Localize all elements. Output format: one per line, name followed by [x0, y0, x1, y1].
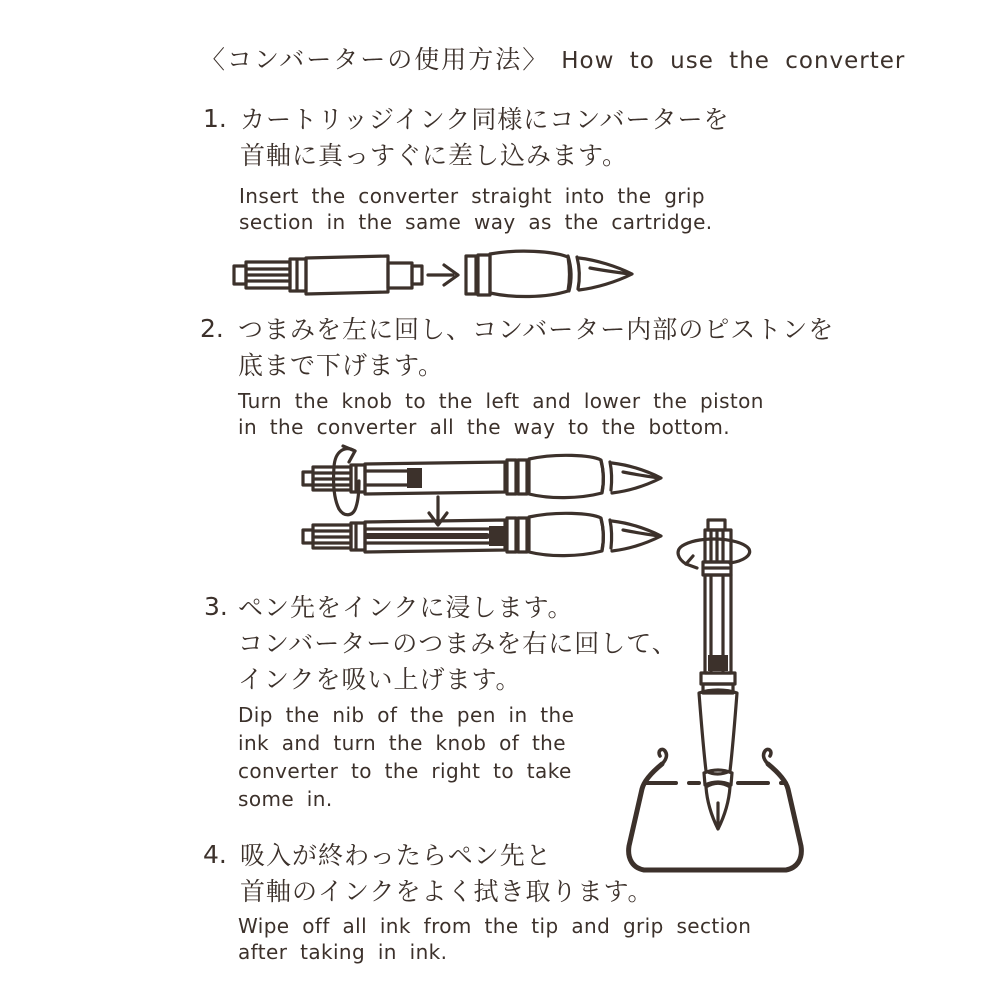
step4-en-line1: Wipe off all ink from the tip and grip section — [238, 914, 752, 938]
step1-en-line2: section in the same way as the cartridge. — [239, 210, 713, 234]
step4-english — [238, 913, 751, 965]
step2-number: 2. — [200, 314, 224, 343]
step1-jp-line2: 首軸に真っすぐに差し込みます。 — [240, 141, 629, 170]
step1-en-line1: Insert the converter straight into the grip — [239, 184, 705, 208]
step4-number: 4. — [203, 840, 227, 869]
step4-japanese — [240, 838, 654, 910]
step3-jp-line1: ペン先をインクに浸します。 — [238, 593, 574, 622]
step2-japanese — [238, 312, 834, 384]
pen-piston-up-drawing — [303, 455, 661, 497]
step3-number: 3. — [204, 592, 228, 621]
step2-jp-line2: 底まで下げます。 — [238, 351, 445, 380]
step4-jp-line2: 首軸のインクをよく拭き取ります。 — [240, 877, 654, 906]
converter-drawing — [234, 256, 422, 294]
step1-english — [239, 183, 713, 235]
step2-en-line1: Turn the knob to the left and lower the piston — [238, 389, 764, 413]
step2-en-line2: in the converter all the way to the bottom. — [238, 415, 730, 439]
pen-in-ink-bottle-diagram — [602, 505, 817, 885]
step1-number: 1. — [203, 104, 227, 133]
converter-insert-diagram — [228, 244, 643, 308]
step4-jp-line1: 吸入が終わったらペン先と — [240, 841, 552, 870]
grip-section-drawing — [466, 251, 632, 296]
ink-bottle-drawing — [629, 749, 802, 870]
step3-en-line4: some in. — [238, 787, 333, 811]
vertical-pen-drawing — [699, 520, 737, 829]
step4-en-line2: after taking in ink. — [238, 940, 448, 964]
step3-english — [238, 701, 574, 813]
step3-en-line1: Dip the nib of the pen in the — [238, 703, 575, 727]
title-english: How to use the converter — [561, 48, 906, 74]
step3-en-line2: ink and turn the knob of the — [238, 731, 566, 755]
step3-jp-line2: コンバーターのつまみを右に回して、 — [238, 629, 678, 658]
right-arrow-icon — [428, 265, 458, 285]
page-title — [200, 40, 905, 76]
step2-english — [238, 388, 764, 440]
step3-jp-line3: インクを吸い上げます。 — [238, 665, 522, 694]
step2-jp-line1: つまみを左に回し、コンバーター内部のピストンを — [238, 315, 835, 344]
rotation-arrow-icon — [678, 539, 750, 568]
step3-en-line3: converter to the right to take — [238, 759, 572, 783]
step1-japanese — [240, 102, 730, 174]
step1-jp-line1: カートリッジインク同様にコンバーターを — [240, 105, 730, 134]
title-japanese: 〈コンバーターの使用方法〉 — [200, 45, 550, 74]
